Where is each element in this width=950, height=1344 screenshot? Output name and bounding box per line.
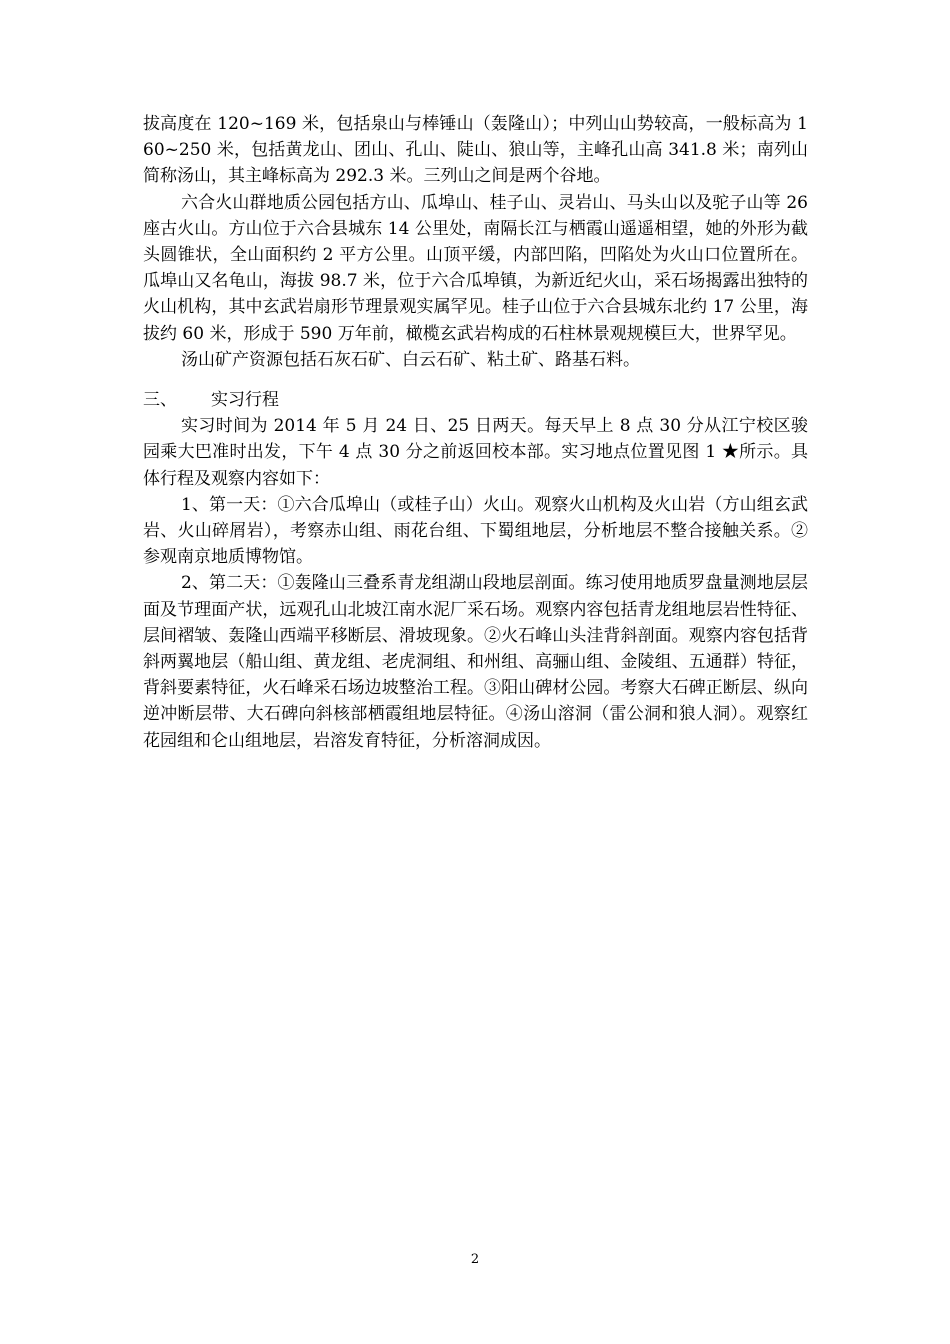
paragraph-day-one: 1、第一天：①六合瓜埠山（或桂子山）火山。观察火山机构及火山岩（方山组玄武岩、火山碎屑岩），考察赤山组、雨花台组、下蜀组地层，分析地层不整合接触关系。②参观南京地质博物馆。 xyxy=(143,494,808,568)
paragraph-tangshan-minerals: 汤山矿产资源包括石灰石矿、白云石矿、粘土矿、路基石料。 xyxy=(181,349,640,370)
page-number: 2 xyxy=(470,1252,480,1267)
paragraph-schedule: 实习时间为 2014 年 5 月 24 日、25 日两天。每天早上 8 点 30 分从江宁校区骏园乘大巴准时出发，下午 4 点 30 分之前返回校本部。实习地点位置见图 1 ★所示。具体行程及观察内容如下： xyxy=(143,416,808,489)
section-number: 三、 xyxy=(143,390,177,411)
paragraph-liuhe-volcano-park: 六合火山群地质公园包括方山、瓜埠山、桂子山、灵岩山、马头山以及驼子山等 26 座古火山。方山位于六合县城东 14 公里处，南隔长江与栖霞山遥遥相望，她的外形为截头圆锥状，全山面积约 2 平方公里。山顶平缓，内部凹陷，凹陷处为火山口位置所在。瓜埠山又名龟山，海拔 98.7 米，位于六合瓜埠镇，为新近纪火山，采石场揭露出独特的火山机构，其中玄武岩扇形节理景观实属罕见。桂子山位于六合县城东北约 17 公里，海拔约 60 米，形成于 590 万年前，橄榄玄武岩构成的石柱林景观规模巨大，世界罕见。 xyxy=(143,192,808,344)
section-title: 实习行程 xyxy=(211,390,279,411)
document-body xyxy=(143,111,808,754)
section-heading-itinerary xyxy=(143,387,808,413)
paragraph-day-two: 2、第二天：①轰隆山三叠系青龙组湖山段地层剖面。练习使用地质罗盘量测地层层面及节理面产状，远观孔山北坡江南水泥厂采石场。观察内容包括青龙组地层岩性特征、层间褶皱、轰隆山西端平移断层、滑坡现象。②火石峰山头洼背斜剖面。观察内容包括背斜两翼地层（船山组、黄龙组、老虎洞组、和州组、高骊山组、金陵组、五通群）特征，背斜要素特征，火石峰采石场边坡整治工程。③阳山碑材公园。考察大石碑正断层、纵向逆冲断层带、大石碑向斜核部栖霞组地层特征。④汤山溶洞（雷公洞和狼人洞）。观察红花园组和仑山组地层，岩溶发育特征，分析溶洞成因。 xyxy=(143,573,808,751)
paragraph-mountain-elevations: 拔高度在 120~169 米，包括泉山与棒锤山（轰隆山）；中列山山势较高，一般标高为 160~250 米，包括黄龙山、团山、孔山、陡山、狼山等，主峰孔山高 341.8 米；南列山简称汤山，其主峰标高为 292.3 米。三列山之间是两个谷地。 xyxy=(143,114,808,187)
